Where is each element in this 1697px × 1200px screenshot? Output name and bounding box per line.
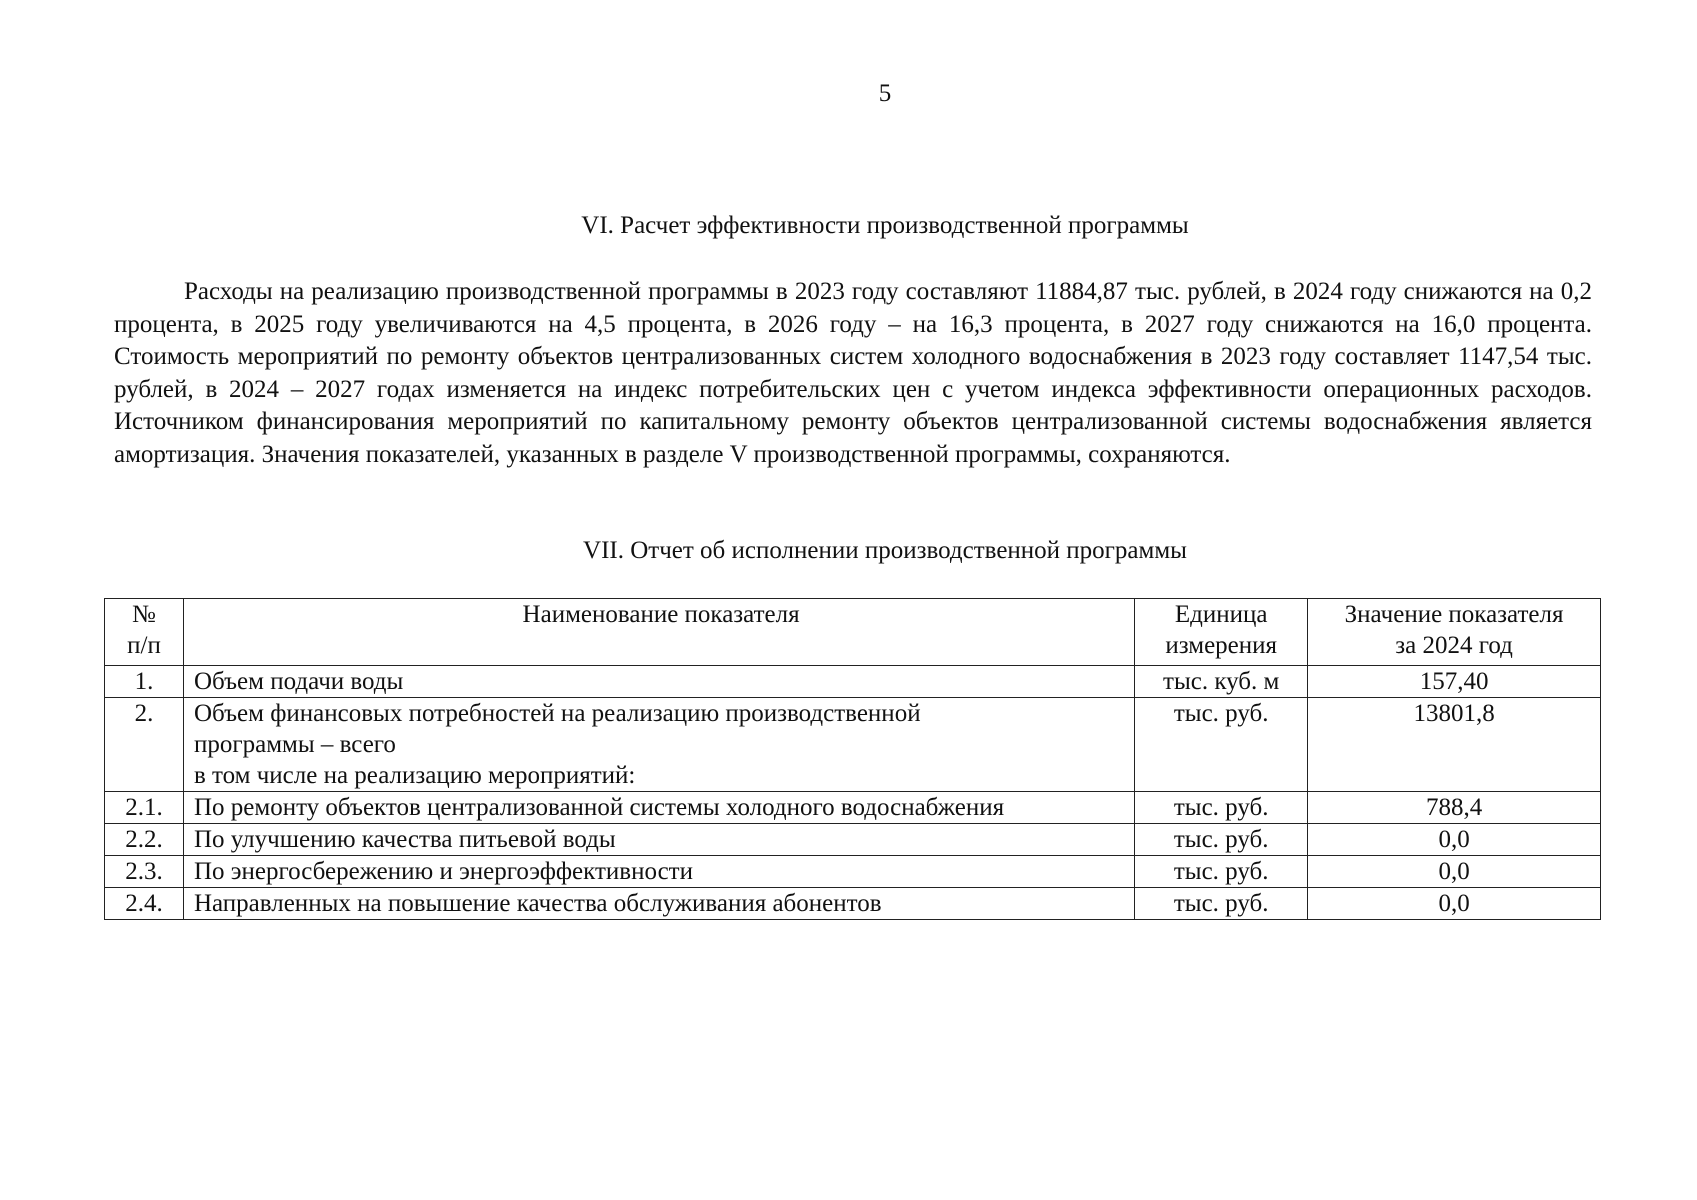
section-7-title: VII. Отчет об исполнении производственной программы	[583, 537, 1187, 564]
row-num: 2.	[105, 698, 184, 792]
report-table	[104, 598, 1601, 920]
row-name-line: По ремонту объектов централизованной системы холодного водоснабжения	[193, 794, 1005, 821]
row-name-line: По энергосбережению и энергоэффективности	[193, 858, 693, 885]
row-name-line: По улучшению качества питьевой воды	[193, 826, 616, 853]
header-value-line: Значение показателя	[1344, 601, 1564, 628]
header-value	[1308, 599, 1601, 666]
table-row	[105, 698, 1601, 792]
header-num-line: п/п	[127, 632, 161, 659]
row-num: 2.3.	[105, 856, 184, 888]
table-row	[105, 792, 1601, 824]
table-header-row	[105, 599, 1601, 666]
section-6-paragraph: Расходы на реализацию производственной программы в 2023 году составляют 11884,87 тыс. рублей, в 2024 году снижаются на 0,2 процента, в 2025 году увеличиваются на 4,5 процента, в 2026 году – на 16,3 процента, в 2027 году снижаются на 16,0 процента. Стоимость мероприятий по ремонту объектов централизованных систем холодного водоснабжения в 2023 году составляет 1147,54 тыс. рублей, в 2024 – 2027 годах изменяется на индекс потребительских цен с учетом индекса эффективности операционных расходов. Источником финансирования мероприятий по капитальному ремонту объектов централизованной системы водоснабжения является амортизация. Значения показателей, указанных в разделе V производственной программы, сохраняются.	[114, 278, 1592, 468]
table-row	[105, 888, 1601, 920]
row-name-line: в том числе на реализацию мероприятий:	[193, 762, 636, 789]
row-name	[183, 856, 1134, 888]
row-value: 157,40	[1308, 666, 1601, 698]
row-value: 788,4	[1308, 792, 1601, 824]
header-num-line: №	[132, 601, 156, 628]
page-number: 5	[878, 80, 892, 107]
header-num	[105, 599, 184, 666]
row-name	[183, 888, 1134, 920]
row-unit: тыс. руб.	[1135, 824, 1308, 856]
header-name: Наименование показателя	[183, 599, 1134, 666]
row-num: 2.4.	[105, 888, 184, 920]
row-value: 0,0	[1308, 856, 1601, 888]
row-num: 2.2.	[105, 824, 184, 856]
header-unit-line: измерения	[1165, 632, 1278, 659]
row-name	[183, 666, 1134, 698]
row-unit: тыс. руб.	[1135, 698, 1308, 792]
row-name-line: Объем финансовых потребностей на реализацию производственной	[193, 700, 921, 727]
row-name	[183, 792, 1134, 824]
row-name-line: Направленных на повышение качества обслуживания абонентов	[193, 890, 882, 917]
row-name	[183, 698, 1134, 792]
header-unit	[1135, 599, 1308, 666]
table-row	[105, 856, 1601, 888]
row-name	[183, 824, 1134, 856]
table-row	[105, 666, 1601, 698]
row-num: 2.1.	[105, 792, 184, 824]
row-value: 0,0	[1308, 888, 1601, 920]
row-value: 0,0	[1308, 824, 1601, 856]
row-unit: тыс. руб.	[1135, 792, 1308, 824]
row-value: 13801,8	[1308, 698, 1601, 792]
row-unit: тыс. куб. м	[1135, 666, 1308, 698]
table-row	[105, 824, 1601, 856]
row-num: 1.	[105, 666, 184, 698]
row-unit: тыс. руб.	[1135, 888, 1308, 920]
row-name-line: программы – всего	[193, 731, 396, 758]
section-6-title: VI. Расчет эффективности производственной программы	[581, 212, 1189, 239]
header-value-line: за 2024 год	[1395, 632, 1513, 659]
header-unit-line: Единица	[1174, 601, 1268, 628]
row-name-line: Объем подачи воды	[193, 668, 404, 695]
row-unit: тыс. руб.	[1135, 856, 1308, 888]
